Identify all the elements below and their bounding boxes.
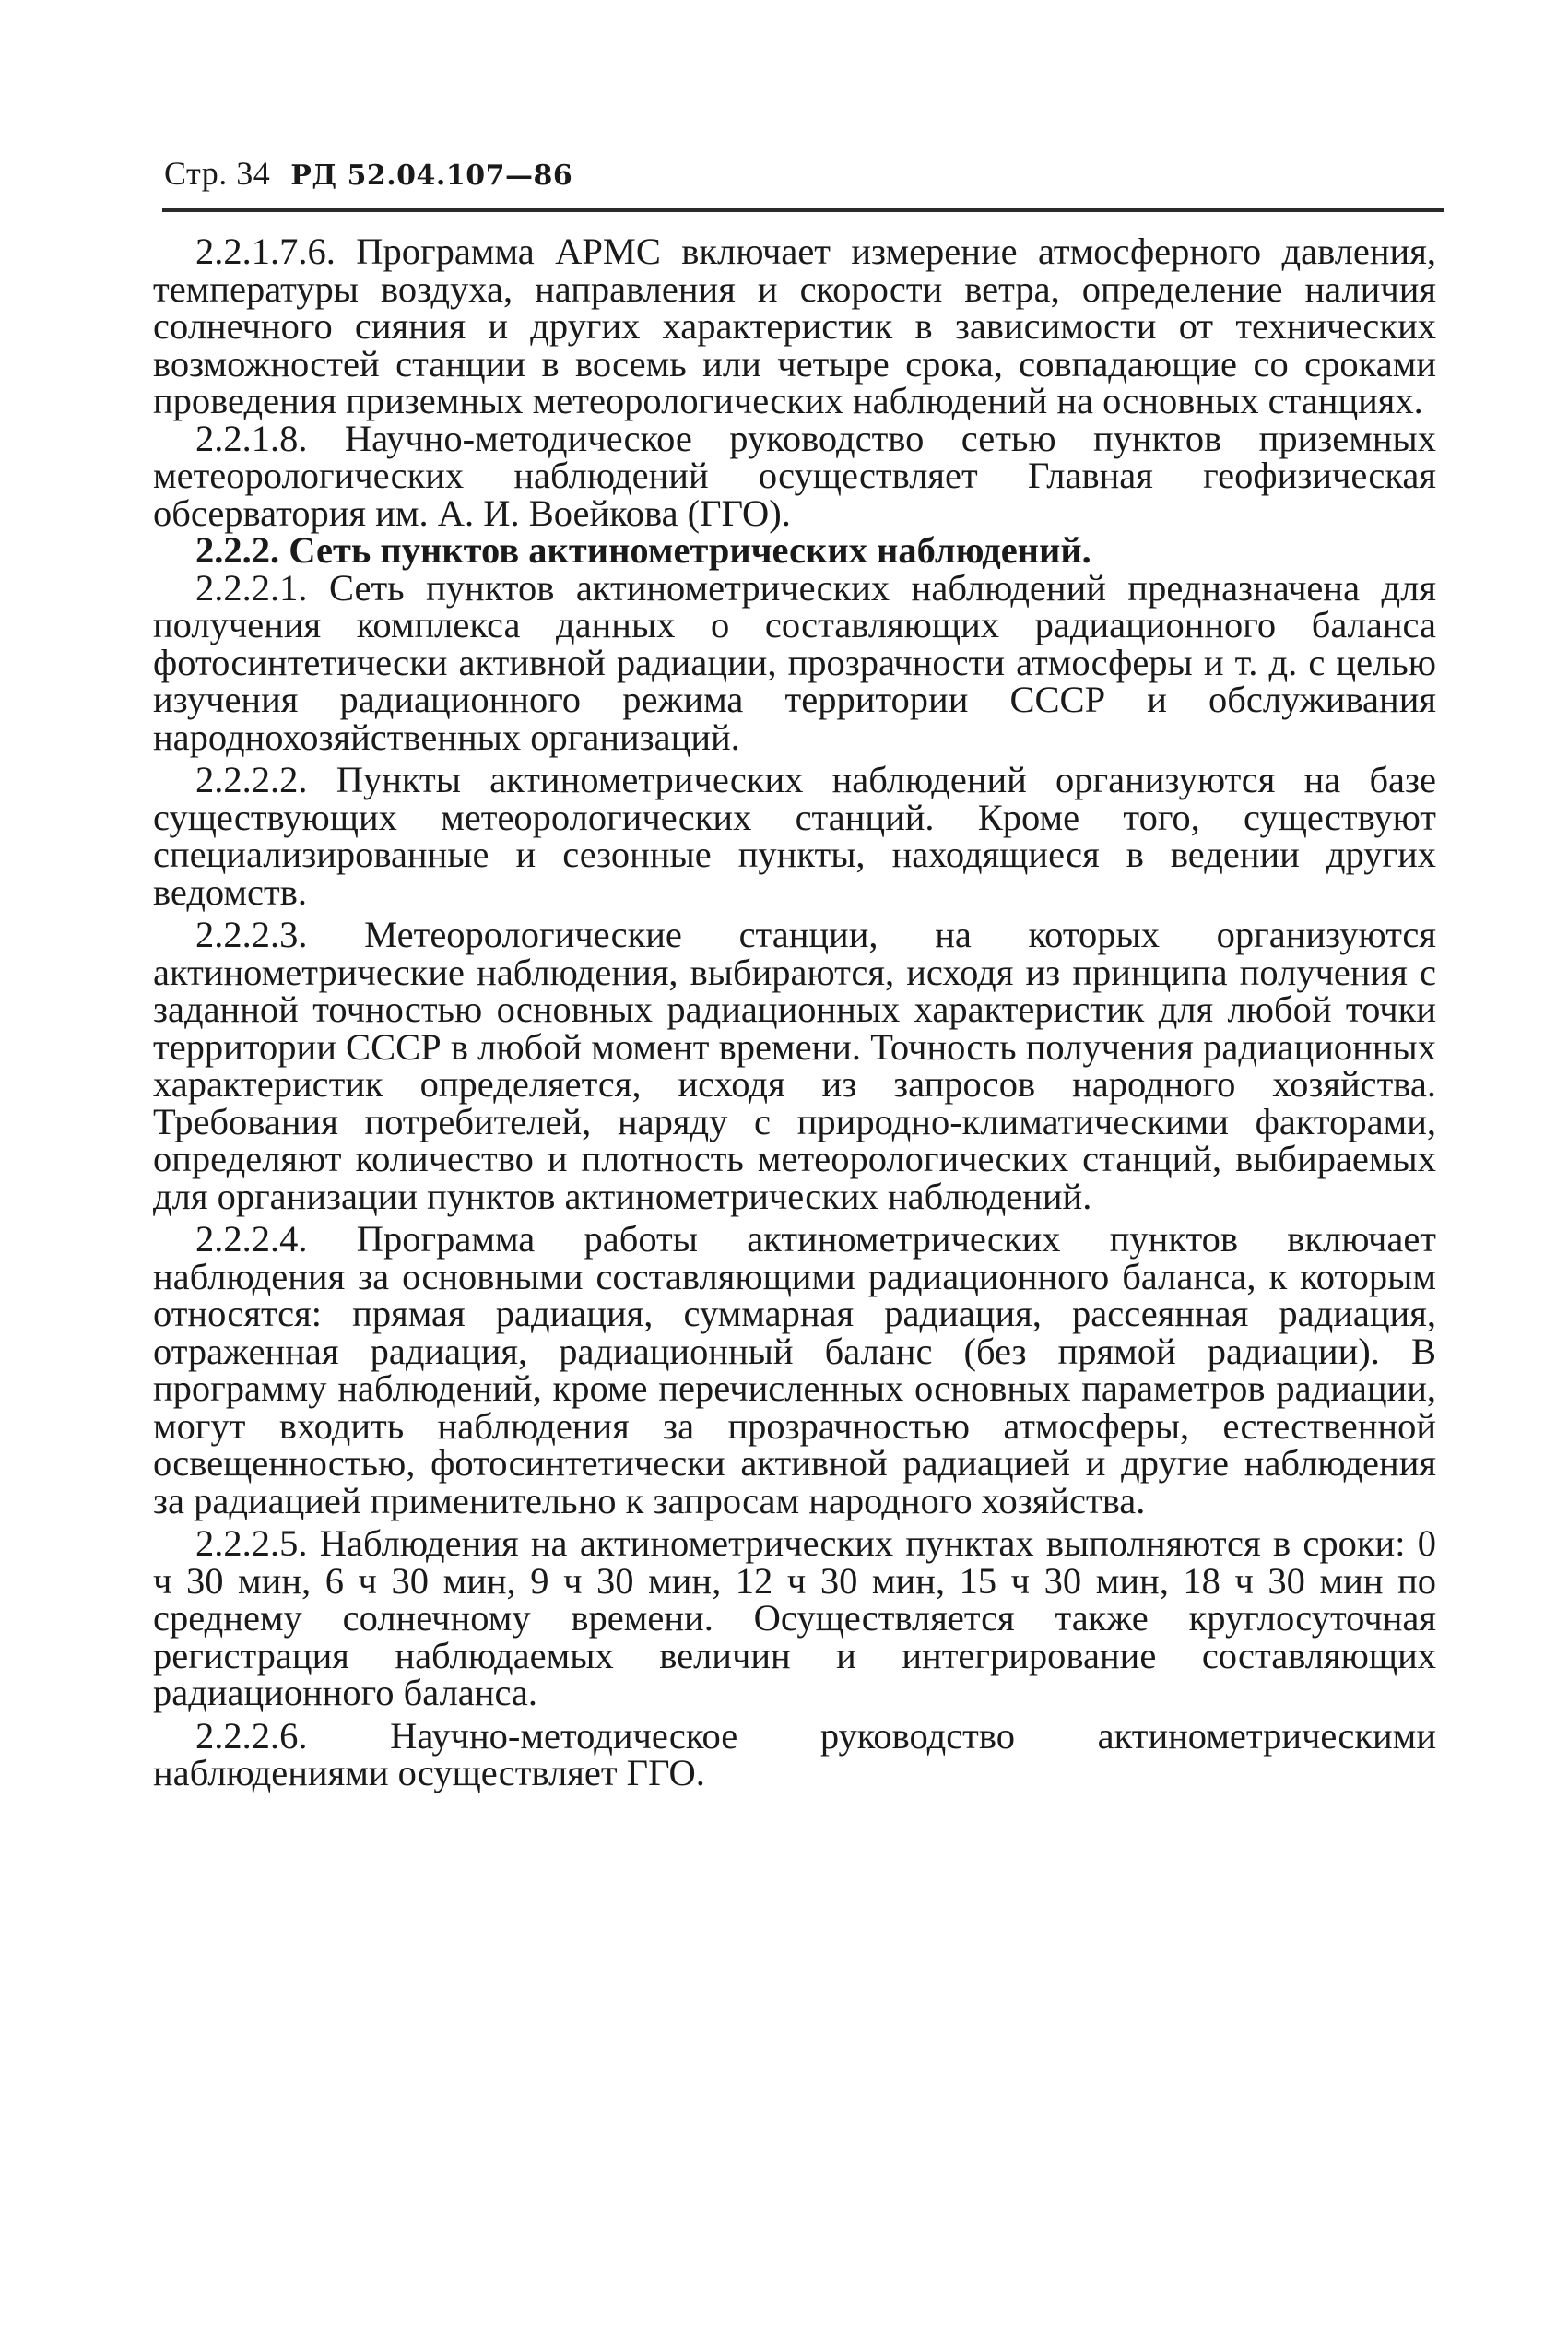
header-divider — [162, 208, 1444, 212]
paragraph-2-2-2-4: 2.2.2.4. Программа работы актинометрических пунктов включает наблюдения за основными составляющими радиационного баланса, к которым относятся: прямая радиация, суммарная радиация, рассеянная радиация, отраженная радиация, радиационный баланс (без прямой радиации). В программу наблюдений, кроме перечисленных основных параметров радиации, могут входить наблюдения за прозрачностью атмосферы, естественной освещенностью, фотосинтетически активной радиацией и другие наблюдения за радиацией применительно к запросам народного хозяйства. — [153, 1218, 1436, 1521]
paragraph-2-2-2-6: 2.2.2.6. Научно-методическое руководство актинометрическими наблюдениями осуществляет ГГО. — [153, 1714, 1436, 1793]
paragraph-2-2-2-1: 2.2.2.1. Сеть пунктов актинометрических наблюдений предназначена для получения комплекса данных о составляющих радиационного баланса фотосинтетически активной радиации, прозрачности атмосферы и т. д. с целью изучения радиационного режима территории СССР и обслуживания народнохозяйственных организаций. — [153, 566, 1436, 758]
paragraph-2-2-2-5: 2.2.2.5. Наблюдения на актинометрических пунктах выполняются в сроки: 0 ч 30 мин, 6 ч 30 мин, 9 ч 30 мин, 12 ч 30 мин, 15 ч 30 мин, 18 ч 30 мин по среднему солнечному времени. Осуществляется также круглосуточная регистрация наблюдаемых величин и интегрирование составляющих радиационного баланса. — [153, 1522, 1436, 1713]
section-heading-2-2-2: 2.2.2. Сеть пунктов актинометрических наблюдений. — [195, 529, 1091, 571]
paragraph-2-2-2-3: 2.2.2.3. Метеорологические станции, на которых организуются актинометрические наблюдения, выбираются, исходя из принципа получения с заданной точностью основных радиационных характеристик для любой точки территории СССР в любой момент времени. Точность получения радиационных характеристик определяется, исходя из запросов народного хозяйства. Требования потребителей, наряду с природно-климатическими факторами, определяют количество и плотность метеорологических станций, выбираемых для организации пунктов актинометрических наблюдений. — [153, 914, 1436, 1217]
page-number: Стр. 34 — [164, 155, 271, 192]
document-code: РД 52.04.107—86 — [290, 160, 573, 192]
paragraph-2-2-2-2: 2.2.2.2. Пункты актинометрических наблюдений организуются на базе существующих метеорологических станций. Кроме того, существуют специализированные и сезонные пункты, находящиеся в ведении других ведомств. — [153, 759, 1436, 913]
paragraph-2-2-1-7-6: 2.2.1.7.6. Программа АРМС включает измерение атмосферного давления, температуры воздуха, направления и скорости ветра, определение наличия солнечного сияния и других характеристик в зависимости от технических возможностей станции в восемь или четыре срока, совпадающие со сроками проведения приземных метеорологических наблюдений на основных станциях. — [153, 231, 1436, 421]
paragraph-2-2-1-8: 2.2.1.8. Научно-методическое руководство сетью пунктов приземных метеорологических наблюдений осуществляет Главная геофизическая обсерватория им. А. И. Воейкова (ГГО). — [153, 417, 1436, 534]
page-header — [164, 155, 572, 195]
document-body — [153, 233, 1436, 1793]
